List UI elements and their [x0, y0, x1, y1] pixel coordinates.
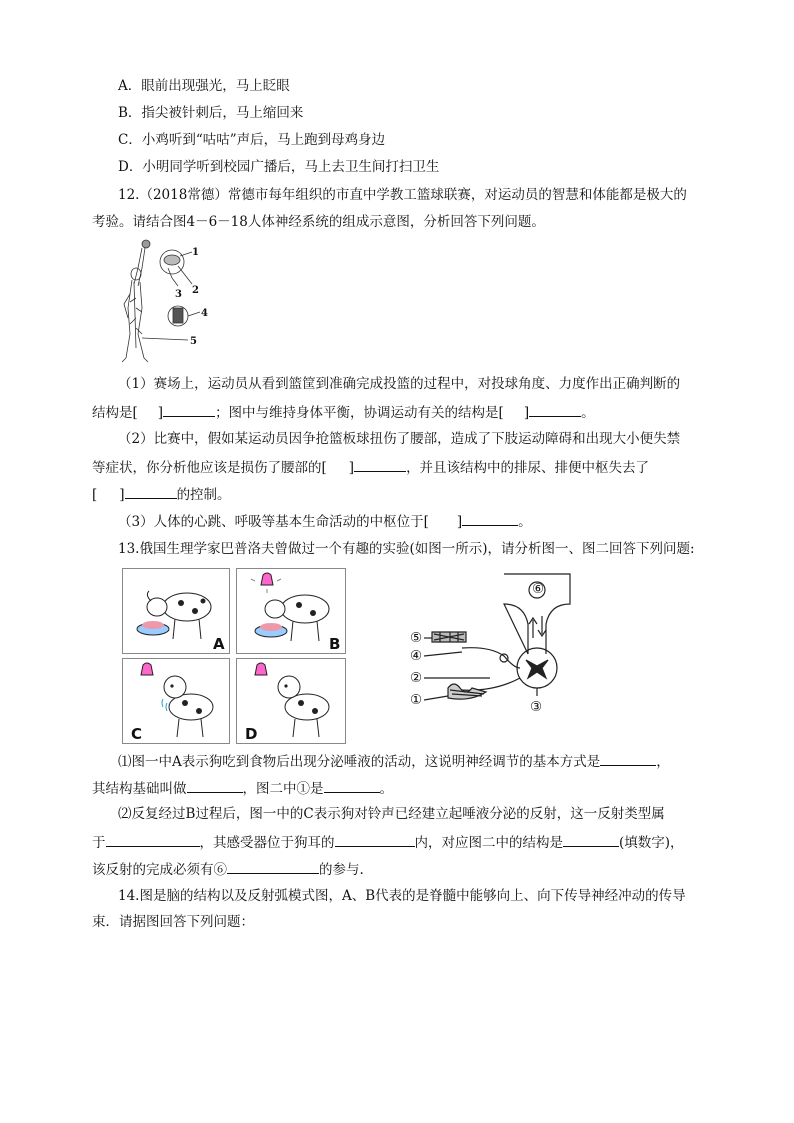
answer-blank[interactable]	[106, 832, 200, 847]
panel-letter-c: C	[131, 725, 143, 743]
q12-stem-line2: 考验。请结合图4－6－18人体神经系统的组成示意图，分析回答下列问题。	[92, 214, 545, 230]
answer-blank[interactable]	[335, 832, 415, 847]
diagram-label-6: ⑥	[532, 581, 545, 597]
diagram-label-2: ②	[410, 670, 423, 686]
option-d: D．小明同学听到校园广播后，马上去卫生间打扫卫生	[118, 159, 440, 175]
figure-label-3: 3	[175, 289, 182, 300]
q12-p2-line1: （2）比赛中，假如某运动员因争抢篮板球扭伤了腰部，造成了下肢运动障碍和出现大小便失禁	[118, 431, 681, 447]
q14-line2: 束．请据图回答下列问题：	[92, 914, 254, 930]
dog-panel-d	[236, 658, 346, 744]
answer-blank[interactable]	[354, 457, 406, 472]
q12-p3: （3）人体的心跳、呼吸等基本生命活动的中枢位于[ ] 。	[118, 511, 532, 531]
q13-p1-line2: 其结构基础叫做 ，图二中①是 。	[92, 778, 393, 798]
q13-stem: 13.俄国生理学家巴普洛夫曾做过一个有趣的实验(如图一所示)，请分析图一、图二回答下列问题:	[118, 541, 695, 557]
answer-blank[interactable]	[163, 402, 215, 417]
q13-p2-line3: 该反射的完成必须有⑥ 的参与.	[92, 859, 364, 879]
dog-panel-b	[236, 568, 346, 654]
panel-letter-a: A	[213, 635, 225, 653]
q12-p2-line3: [ ] 的控制。	[92, 484, 231, 504]
q12-p2-line2: 等症状，你分析他应该是损伤了腰部的[ ] ，并且该结构中的排尿、排便中枢失去了	[92, 457, 649, 477]
dog-panel-c	[122, 658, 230, 744]
answer-blank[interactable]	[324, 778, 380, 793]
panel-letter-d: D	[245, 725, 258, 743]
diagram-label-3: ③	[530, 699, 543, 715]
dog-panel-a	[122, 568, 230, 654]
figure-label-5: 5	[190, 336, 197, 347]
figure-label-2: 2	[192, 285, 199, 296]
option-c: C．小鸡听到“咕咕”声后，马上跑到母鸡身边	[118, 132, 386, 148]
answer-blank[interactable]	[529, 402, 581, 417]
answer-blank[interactable]	[227, 859, 319, 874]
option-a: A．眼前出现强光，马上眨眼	[118, 78, 290, 94]
reflex-arc-diagram	[400, 568, 590, 718]
answer-blank[interactable]	[563, 832, 619, 847]
q14-line1: 14.图是脑的结构以及反射弧模式图，A、B代表的是脊髓中能够向上、向下传导神经冲动的传导	[118, 888, 686, 904]
answer-blank[interactable]	[600, 751, 656, 766]
diagram-label-5: ⑤	[410, 630, 423, 646]
figure-label-4: 4	[201, 308, 208, 319]
figure-label-1: 1	[192, 247, 199, 258]
q13-p2-line2: 于 ，其感受器位于狗耳的 内，对应图二中的结构是 (填数字)，	[92, 832, 684, 852]
panel-letter-b: B	[329, 635, 341, 653]
q12-p1-line2: 结构是[ ] ；图中与维持身体平衡，协调运动有关的结构是[ ] 。	[92, 402, 595, 422]
diagram-label-4: ④	[410, 648, 423, 664]
q13-p2-line1: ⑵反复经过B过程后，图一中的C表示狗对铃声已经建立起唾液分泌的反射，这一反射类型属	[118, 806, 665, 822]
q13-p1-line1: ⑴图一中A表示狗吃到食物后出现分泌唾液的活动，这说明神经调节的基本方式是 ，	[118, 751, 670, 771]
option-b: B．指尖被针刺后，马上缩回来	[118, 105, 304, 121]
nervous-system-figure	[120, 238, 220, 364]
answer-blank[interactable]	[125, 484, 177, 499]
answer-blank[interactable]	[462, 511, 518, 526]
diagram-label-1: ①	[410, 692, 423, 708]
q12-stem-line1: 12.（2018常德）常德市每年组织的市直中学教工篮球联赛，对运动员的智慧和体能都是极大的	[118, 187, 687, 203]
q12-p1-line1: （1）赛场上，运动员从看到篮筐到准确完成投篮的过程中，对投球角度、力度作出正确判断的	[118, 376, 681, 392]
answer-blank[interactable]	[187, 778, 243, 793]
